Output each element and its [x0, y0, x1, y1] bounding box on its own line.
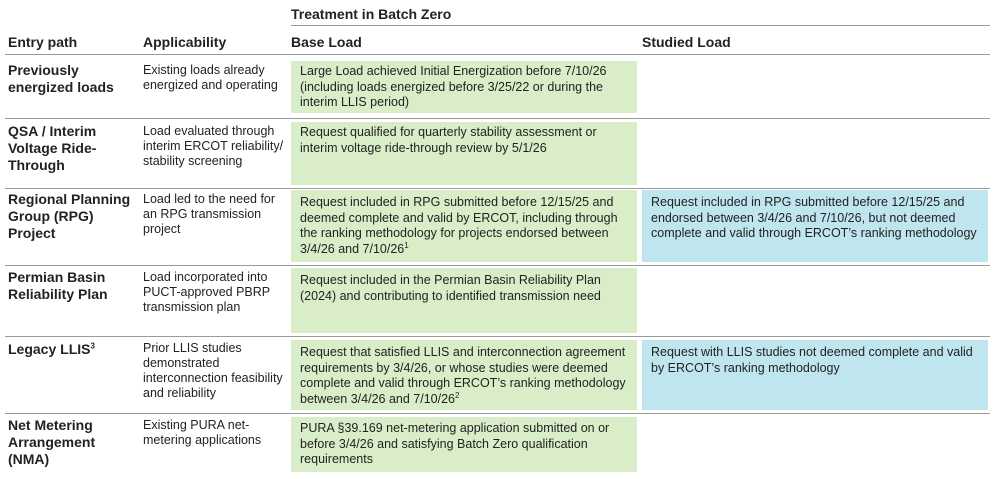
entry-path-cell: [8, 341, 136, 358]
base-load-text: Request included in RPG submitted before 12/15/25 and deemed complete and valid by ERCOT, including through the ranking methodology for projects endorsed between 3/4/26 and 7/10/26: [300, 195, 618, 256]
applicability-cell: Prior LLIS studies demonstrated interconnection feasibility and reliability: [143, 341, 283, 400]
base-load-text: Request qualified for quarterly stability assessment or interim voltage ride-through review by 5/1/26: [300, 125, 597, 155]
header-applicability: Applicability: [143, 34, 227, 50]
group-header: Treatment in Batch Zero: [291, 6, 452, 22]
group-header-rule: [291, 25, 990, 26]
header-studied-load: Studied Load: [642, 34, 731, 50]
footnote-marker: 1: [404, 240, 409, 250]
row-divider: [5, 265, 990, 266]
base-load-cell: [291, 268, 637, 333]
base-load-cell: [291, 340, 637, 410]
base-load-text: Request included in the Permian Basin Reliability Plan (2024) and contributing to identified transmission need: [300, 273, 601, 303]
row-divider: [5, 188, 990, 189]
entry-path-cell: Regional Planning Group (RPG) Project: [8, 191, 131, 241]
applicability-cell: Load led to the need for an RPG transmission project: [143, 192, 276, 236]
applicability-cell: Load incorporated into PUCT-approved PBRP transmission plan: [143, 270, 270, 314]
row-divider: [5, 336, 990, 337]
entry-path-cell: Net Metering Arrangement (NMA): [8, 417, 96, 467]
row-divider: [5, 118, 990, 119]
applicability-cell: Existing loads already energized and operating: [143, 63, 278, 92]
studied-load-text: Request included in RPG submitted before 12/15/25 and endorsed between 3/4/26 and 7/10/26, but not deemed complete and valid through ERCOT’s ranking methodology: [651, 195, 977, 240]
row-divider: [5, 413, 990, 414]
studied-load-cell: [642, 340, 988, 410]
entry-path-cell: Previously energized loads: [8, 62, 114, 95]
base-load-cell: [291, 190, 637, 262]
entry-path-text: Legacy LLIS: [8, 341, 91, 357]
header-entry-path: Entry path: [8, 34, 78, 50]
entry-path-cell: Permian Basin Reliability Plan: [8, 269, 108, 302]
header-rule: [5, 54, 990, 55]
footnote-marker: 3: [90, 341, 95, 351]
header-base-load: Base Load: [291, 34, 362, 50]
base-load-cell: [291, 417, 637, 472]
base-load-cell: [291, 61, 637, 113]
applicability-cell: Load evaluated through interim ERCOT reliability/ stability screening: [143, 124, 284, 168]
base-load-cell: [291, 122, 637, 185]
entry-path-cell: QSA / Interim Voltage Ride-Through: [8, 123, 97, 173]
studied-load-cell: [642, 190, 988, 262]
base-load-text: Request that satisfied LLIS and interconnection agreement requirements by 3/4/26, or whose studies were deemed complete and valid through ERCOT’s ranking methodology between 3/4/26 and 7/10/26: [300, 345, 626, 406]
base-load-text: PURA §39.169 net-metering application submitted on or before 3/4/26 and satisfying Batch Zero qualification requirements: [300, 421, 610, 466]
base-load-text: Large Load achieved Initial Energization before 7/10/26 (including loads energized before 3/25/22 or during the interim LLIS period): [300, 64, 607, 109]
applicability-cell: Existing PURA net-metering applications: [143, 418, 262, 447]
footnote-marker: 2: [455, 390, 460, 400]
studied-load-text: Request with LLIS studies not deemed complete and valid by ERCOT’s ranking methodology: [651, 345, 973, 375]
